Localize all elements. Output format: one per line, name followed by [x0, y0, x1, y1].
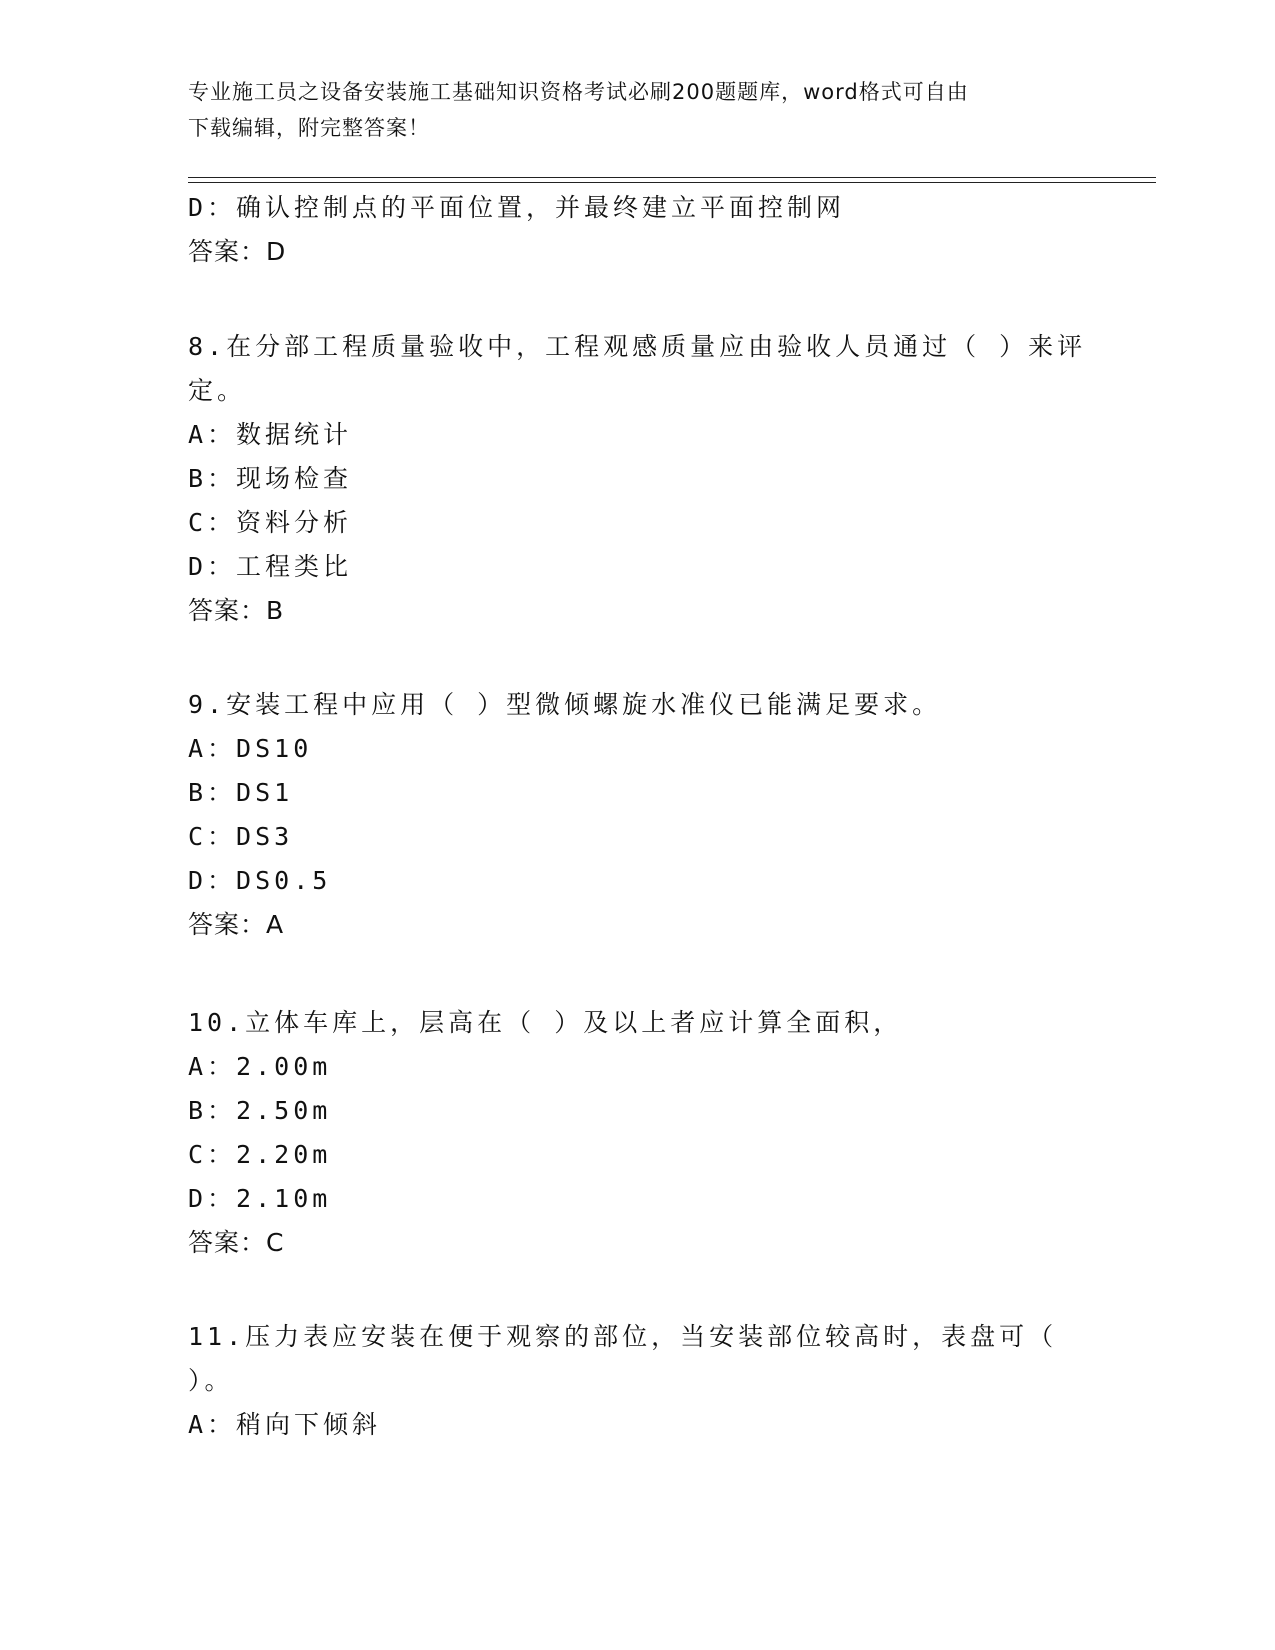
- q9-option-c: C：DS3: [188, 822, 294, 851]
- q7-option-d: D：确认控制点的平面位置，并最终建立平面控制网: [188, 193, 846, 222]
- q8-option-d: D：工程类比: [188, 552, 353, 581]
- q10-option-b: B：2.50m: [188, 1096, 332, 1125]
- q11-stem-line-2: ）。: [188, 1366, 234, 1395]
- q7-answer: 答案：D: [188, 237, 287, 266]
- header-line-1: 专业施工员之设备安装施工基础知识资格考试必刷200题题库，word格式可自由: [188, 80, 969, 104]
- q9-option-d: D：DS0.5: [188, 866, 332, 895]
- q10-option-a: A：2.00m: [188, 1052, 332, 1081]
- q10-stem: 10.立体车库上，层高在（ ）及以上者应计算全面积，: [188, 1008, 903, 1037]
- q8-option-a: A：数据统计: [188, 420, 353, 449]
- q11-option-a: A：稍向下倾斜: [188, 1410, 382, 1439]
- q8-option-b: B：现场检查: [188, 464, 353, 493]
- q11-stem-line-1: 11.压力表应安装在便于观察的部位，当安装部位较高时，表盘可（: [188, 1322, 1058, 1351]
- q9-stem: 9.安装工程中应用（ ）型微倾螺旋水准仪已能满足要求。: [188, 690, 942, 719]
- q10-option-d: D：2.10m: [188, 1184, 332, 1213]
- header-divider-bottom: [188, 182, 1156, 183]
- q8-stem-line-2: 定。: [188, 376, 247, 405]
- q9-option-a: A：DS10: [188, 734, 313, 763]
- q10-answer: 答案：C: [188, 1228, 285, 1257]
- header-divider-top: [188, 177, 1156, 178]
- q9-option-b: B：DS1: [188, 778, 294, 807]
- header-line-2: 下载编辑，附完整答案！: [188, 116, 430, 140]
- q10-option-c: C：2.20m: [188, 1140, 332, 1169]
- q9-answer: 答案：A: [188, 910, 285, 939]
- q8-stem-line-1: 8.在分部工程质量验收中，工程观感质量应由验收人员通过（ ）来评: [188, 332, 1087, 361]
- document-header: [188, 74, 1088, 146]
- q8-option-c: C：资料分析: [188, 508, 353, 537]
- q8-answer: 答案：B: [188, 596, 285, 625]
